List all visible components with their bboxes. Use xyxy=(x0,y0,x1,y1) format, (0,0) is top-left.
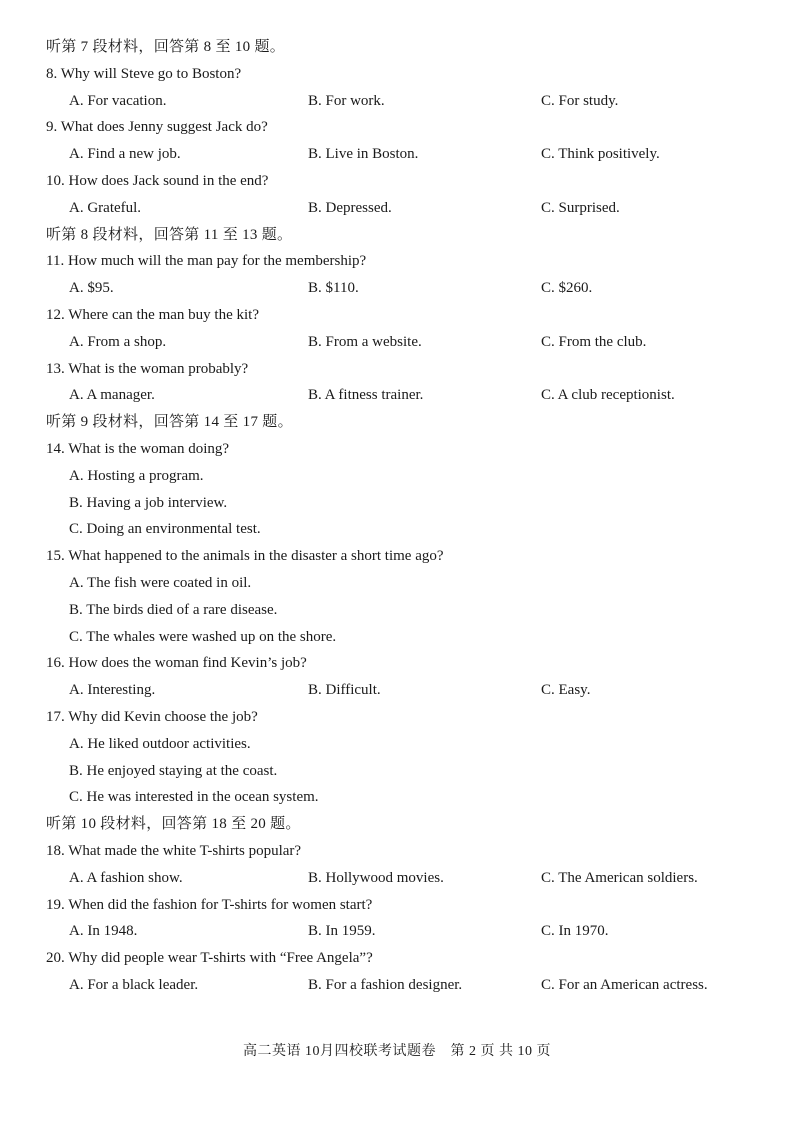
answer-option: B. Hollywood movies. xyxy=(308,869,444,886)
answer-option: C. Easy. xyxy=(541,682,591,699)
answer-option: A. Hosting a program. xyxy=(69,467,204,484)
answer-option: A. $95. xyxy=(69,280,114,297)
answer-option: C. Surprised. xyxy=(541,199,620,216)
answer-option: B. In 1959. xyxy=(308,923,376,940)
answer-options-row xyxy=(46,141,766,168)
question-text: 13. What is the woman probably? xyxy=(46,360,249,377)
question-text: 19. When did the fashion for T-shirts for women start? xyxy=(46,896,373,913)
answer-option: C. From the club. xyxy=(541,333,647,350)
answer-option: B. He enjoyed staying at the coast. xyxy=(69,762,278,779)
answer-option: C. $260. xyxy=(541,280,593,297)
exam-content xyxy=(46,34,766,999)
answer-option: C. Think positively. xyxy=(541,146,660,163)
answer-options-row xyxy=(46,918,766,945)
answer-option: A. For a black leader. xyxy=(69,976,199,993)
answer-option: C. A club receptionist. xyxy=(541,387,675,404)
answer-option: B. A fitness trainer. xyxy=(308,387,424,404)
question-text: 8. Why will Steve go to Boston? xyxy=(46,65,242,82)
question-text: 17. Why did Kevin choose the job? xyxy=(46,708,258,725)
page-footer: 高二英语 10月四校联考试题卷 第 2 页 共 10 页 xyxy=(243,1044,551,1059)
question-text: 18. What made the white T-shirts popular? xyxy=(46,842,302,859)
answer-option: A. Find a new job. xyxy=(69,146,181,163)
answer-option: B. Having a job interview. xyxy=(69,494,228,511)
question-text: 11. How much will the man pay for the membership? xyxy=(46,253,367,270)
answer-option: B. From a website. xyxy=(308,333,422,350)
answer-option: B. Live in Boston. xyxy=(308,146,419,163)
answer-option: C. For study. xyxy=(541,92,619,109)
answer-option: B. Depressed. xyxy=(308,199,392,216)
answer-option: C. For an American actress. xyxy=(541,976,708,993)
answer-options-row xyxy=(46,195,766,222)
answer-option: C. In 1970. xyxy=(541,923,609,940)
answer-option: B. The birds died of a rare disease. xyxy=(69,601,278,618)
answer-options-row xyxy=(46,275,766,302)
section-instruction: 听第 8 段材料，回答第 11 至 13 题。 xyxy=(46,226,293,243)
question-text: 14. What is the woman doing? xyxy=(46,440,230,457)
answer-option: A. For vacation. xyxy=(69,92,167,109)
answer-option: C. Doing an environmental test. xyxy=(69,521,261,538)
answer-option: C. The American soldiers. xyxy=(541,869,698,886)
question-text: 12. Where can the man buy the kit? xyxy=(46,306,259,323)
answer-option: A. Grateful. xyxy=(69,199,142,216)
section-instruction: 听第 10 段材料，回答第 18 至 20 题。 xyxy=(46,816,301,833)
question-text: 15. What happened to the animals in the disaster a short time ago? xyxy=(46,548,444,565)
answer-options-row xyxy=(46,329,766,356)
answer-option: A. A fashion show. xyxy=(69,869,183,886)
answer-option: B. For a fashion designer. xyxy=(308,976,463,993)
answer-options-row xyxy=(46,677,766,704)
section-instruction: 听第 7 段材料，回答第 8 至 10 题。 xyxy=(46,39,286,55)
question-text: 10. How does Jack sound in the end? xyxy=(46,172,269,189)
answer-option: A. In 1948. xyxy=(69,923,138,940)
answer-option: B. $110. xyxy=(308,280,359,297)
answer-option: B. Difficult. xyxy=(308,682,381,699)
question-text: 9. What does Jenny suggest Jack do? xyxy=(46,119,268,136)
section-instruction: 听第 9 段材料，回答第 14 至 17 题。 xyxy=(46,414,293,431)
answer-options-row xyxy=(46,865,766,892)
answer-option: A. Interesting. xyxy=(69,682,156,699)
answer-options-row xyxy=(46,88,766,115)
answer-option: B. For work. xyxy=(308,92,385,109)
answer-option: A. From a shop. xyxy=(69,333,167,350)
answer-option: A. A manager. xyxy=(69,387,155,404)
question-text: 16. How does the woman find Kevin’s job? xyxy=(46,655,307,672)
answer-options-row xyxy=(46,382,766,409)
answer-option: A. He liked outdoor activities. xyxy=(69,735,251,752)
answer-option: A. The fish were coated in oil. xyxy=(69,574,252,591)
answer-option: C. He was interested in the ocean system. xyxy=(69,789,319,806)
question-text: 20. Why did people wear T-shirts with “Free Angela”? xyxy=(46,950,373,967)
answer-options-row xyxy=(46,972,766,999)
answer-option: C. The whales were washed up on the shore. xyxy=(69,628,337,645)
